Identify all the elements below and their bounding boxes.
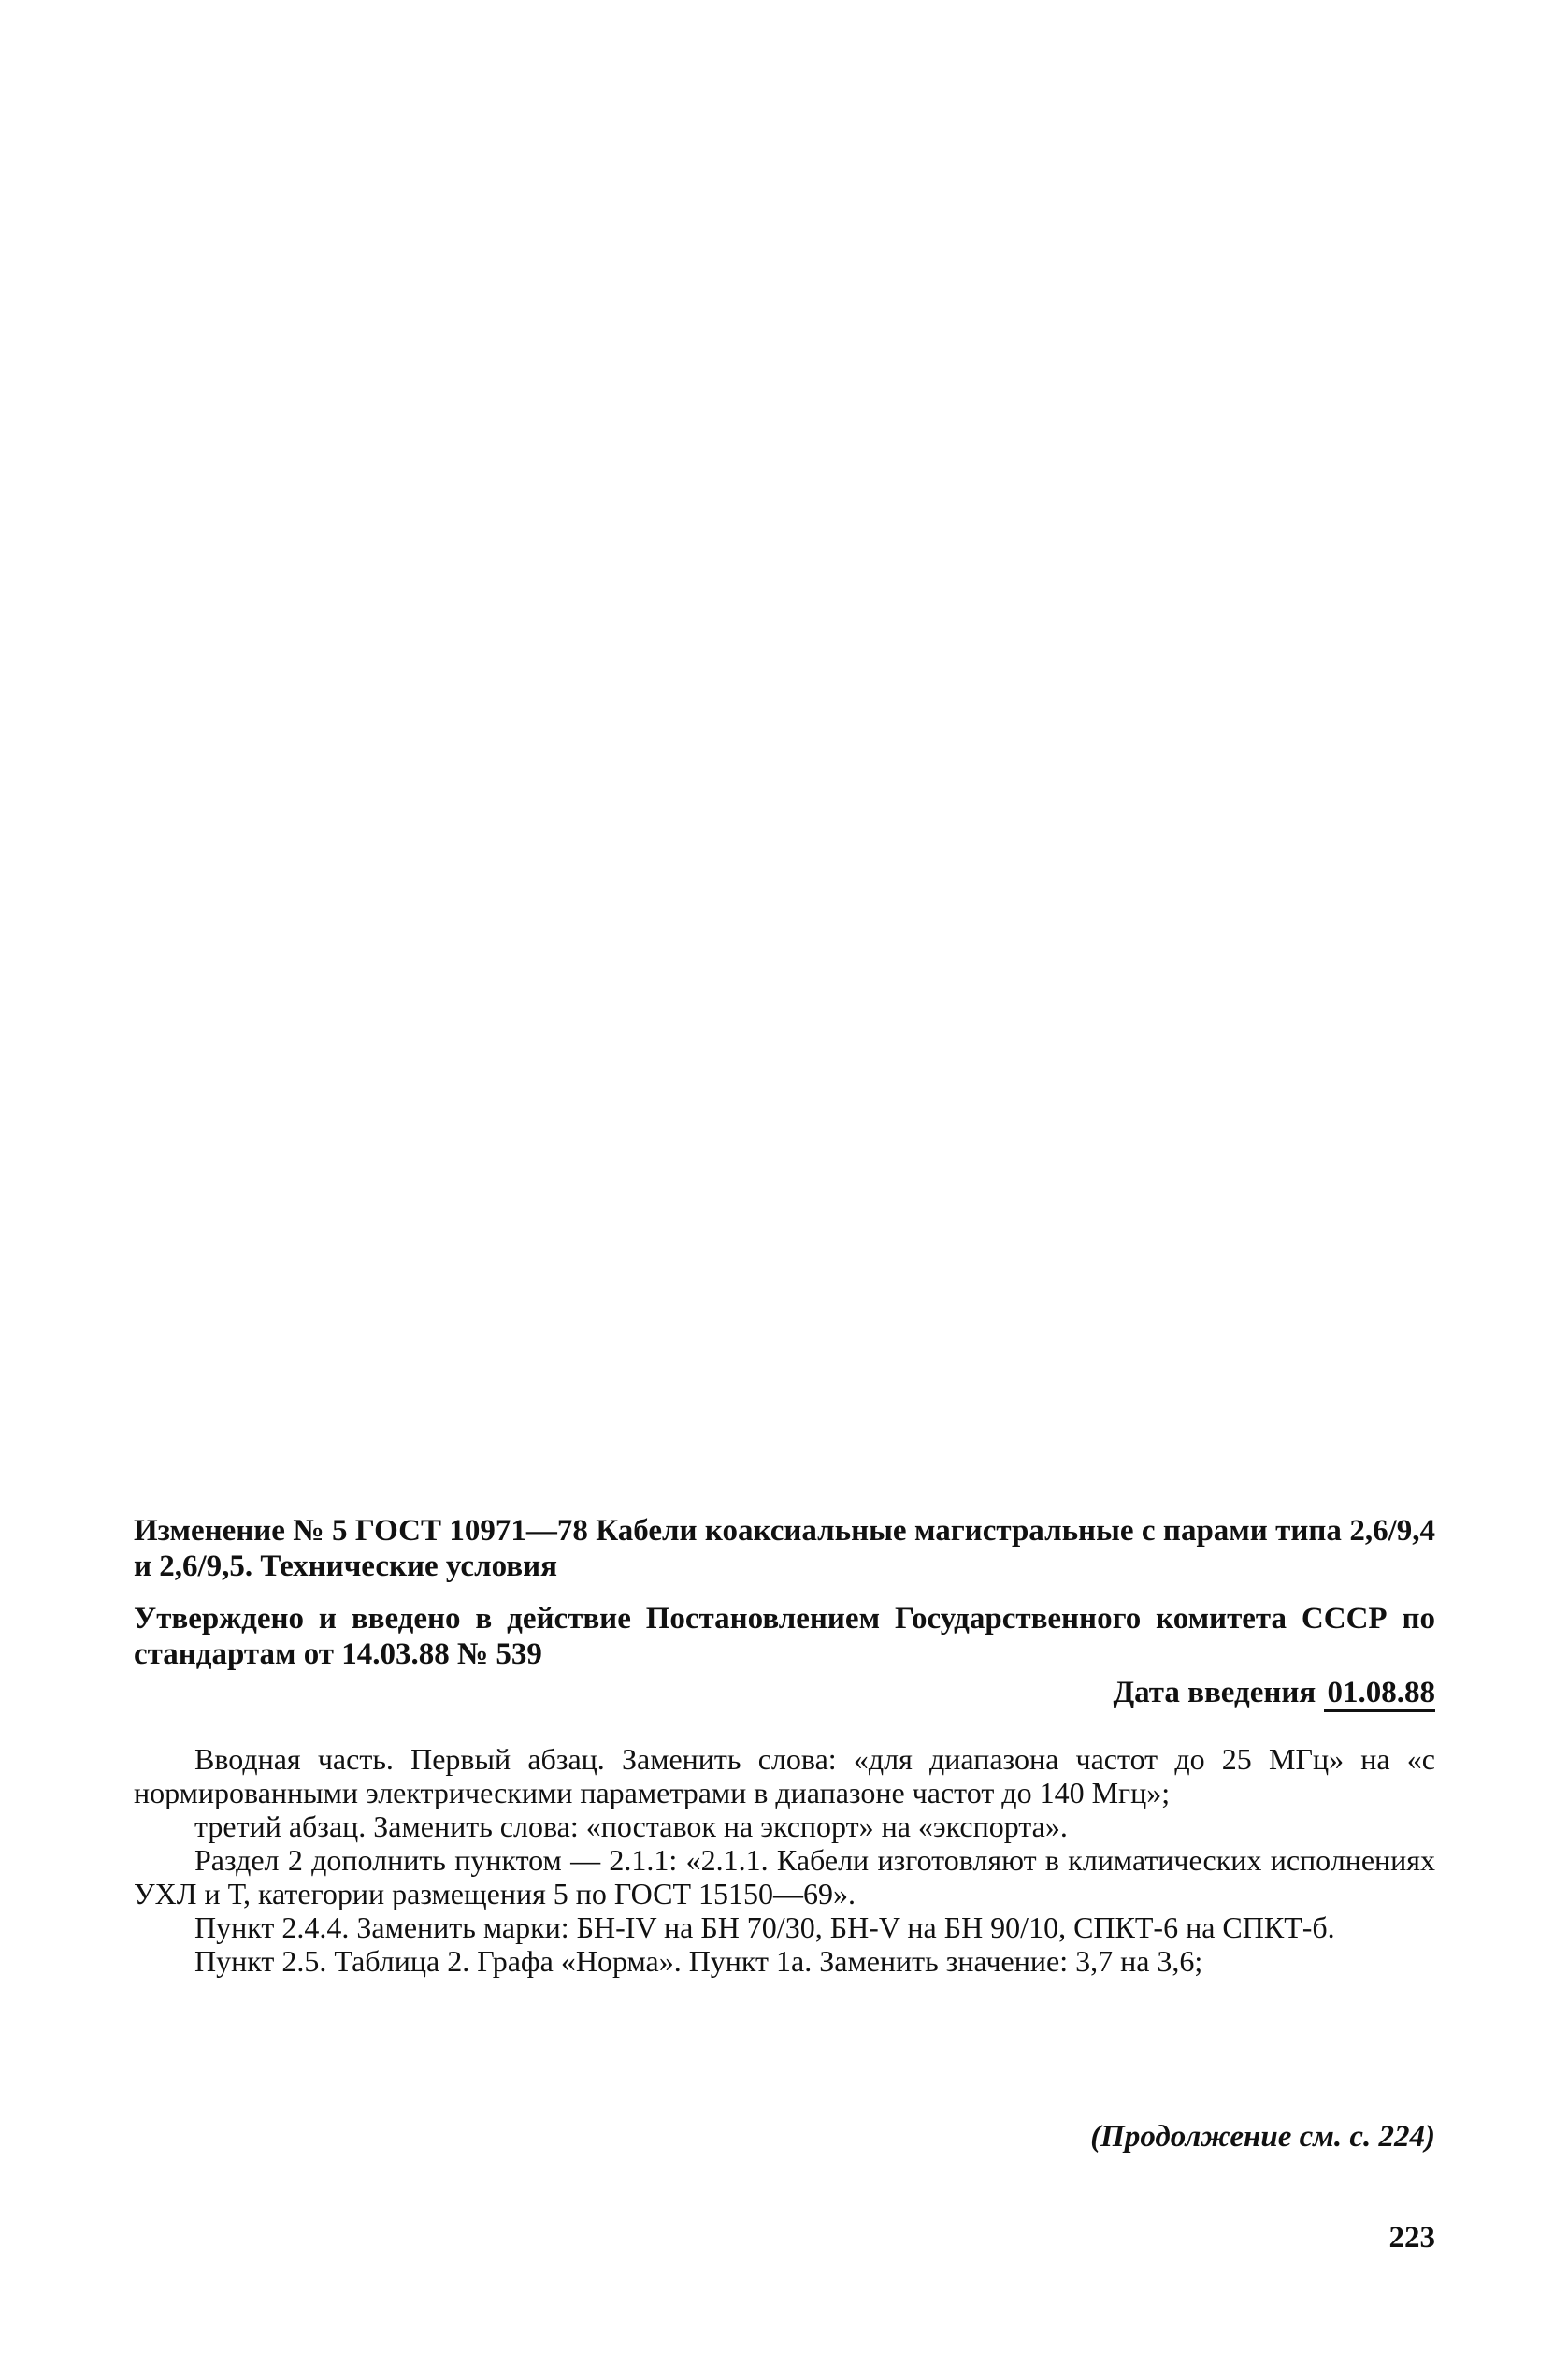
approval-statement: Утверждено и введено в действие Постановлением Государственного комитета СССР по стандартам от 14.03.88 № 539 bbox=[134, 1602, 1435, 1671]
paragraph: Пункт 2.4.4. Заменить марки: БН-IV на БН 70/30, БН-V на БН 90/10, СПКТ-6 на СПКТ-б. bbox=[194, 1910, 1335, 1944]
paragraph: Вводная часть. Первый абзац. Заменить слова: «для диапазона частот до 25 МГц» на «с нормированными электрическими параметрами в диапазоне частот до 140 Мгц»; bbox=[134, 1742, 1435, 1809]
document-title: Изменение № 5 ГОСТ 10971—78 Кабели коаксиальные магистральные с парами типа 2,6/9,4 и 2,6/9,5. Технические условия bbox=[134, 1514, 1435, 1583]
effective-date-label: Дата введения bbox=[1113, 1676, 1316, 1709]
paragraph: третий абзац. Заменить слова: «поставок на экспорт» на «экспорта». bbox=[194, 1809, 1068, 1843]
effective-date bbox=[1113, 1674, 1435, 1711]
amendment-body bbox=[134, 1742, 1435, 1978]
continuation-note: (Продолжение см. с. 224) bbox=[1090, 2120, 1435, 2154]
paragraph: Пункт 2.5. Таблица 2. Графа «Норма». Пункт 1а. Заменить значение: 3,7 на 3,6; bbox=[194, 1944, 1203, 1978]
paragraph: Раздел 2 дополнить пунктом — 2.1.1: «2.1.1. Кабели изготовляют в климатических исполнениях УХЛ и Т, категории размещения 5 по ГОСТ 15150—69». bbox=[134, 1843, 1435, 1910]
effective-date-value: 01.08.88 bbox=[1324, 1676, 1436, 1712]
page-number: 223 bbox=[1388, 2221, 1435, 2255]
